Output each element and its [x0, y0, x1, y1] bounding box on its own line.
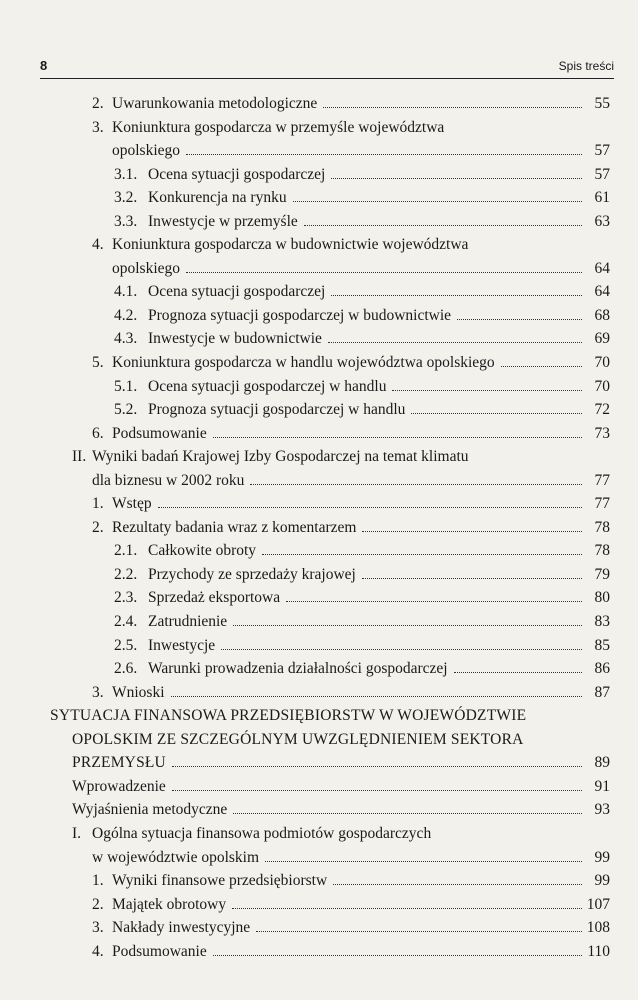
page-number: 8 [40, 58, 48, 73]
toc-dot-leader [293, 201, 582, 202]
toc-dot-leader [304, 225, 582, 226]
toc-entry-title: Całkowite obroty [148, 542, 257, 560]
toc-entry-page: 57 [594, 142, 610, 160]
toc-entry-title: Warunki prowadzenia działalności gospodarczej [148, 660, 448, 678]
toc-entry-title: Rezultaty badania wraz z komentarzem [112, 518, 357, 536]
toc-entry-page: 110 [587, 942, 610, 960]
toc-entry-page: 64 [594, 283, 610, 301]
toc-dot-leader [362, 578, 582, 579]
toc-entry-title: Zatrudnienie [148, 613, 228, 631]
toc-entry-page: 55 [594, 95, 610, 112]
toc-entry-title: PRZEMYSŁU [72, 754, 166, 772]
toc-entry-number: 2.1. [114, 542, 138, 560]
page-header [40, 56, 614, 79]
toc-entry [0, 869, 638, 893]
toc-dot-leader [250, 484, 582, 485]
toc-entry-number: 3. [92, 118, 104, 136]
toc-entry [0, 634, 638, 658]
toc-entry-page: 63 [594, 212, 610, 230]
toc-entry [0, 846, 638, 870]
toc-entry [0, 233, 638, 257]
toc-entry-number: 6. [92, 424, 104, 442]
toc-dot-leader [158, 507, 582, 508]
toc-entry-title: Konkurencja na rynku [148, 189, 287, 207]
toc-entry [0, 751, 638, 775]
toc-entry-page: 70 [594, 377, 610, 395]
toc-entry [0, 398, 638, 422]
toc-dot-leader [328, 342, 582, 343]
toc-dot-leader [392, 390, 582, 391]
toc-entry-title: Wnioski [112, 683, 165, 701]
toc-entry-title: Koniunktura gospodarcza w handlu województwa opolskiego [112, 354, 495, 372]
toc-dot-leader [454, 672, 582, 673]
toc-entry-number: 4.1. [114, 283, 138, 301]
toc-entry-number: II. [72, 448, 87, 466]
toc-dot-leader [265, 861, 582, 862]
toc-dot-leader [233, 813, 582, 814]
toc-entry [0, 916, 638, 940]
toc-dot-leader [171, 696, 582, 697]
toc-entry [0, 422, 638, 446]
toc-entry-number: 3.3. [114, 212, 138, 230]
toc-entry-page: 91 [594, 777, 610, 795]
toc-entry [0, 516, 638, 540]
toc-entry [0, 610, 638, 634]
toc-entry [0, 681, 638, 705]
toc-entry-number: 2. [92, 895, 104, 913]
toc-entry [0, 257, 638, 281]
toc-entry-number: 3. [92, 683, 104, 701]
toc-entry-page: 78 [594, 542, 610, 560]
toc-entry-number: 5. [92, 354, 104, 372]
toc-entry-title: Majątek obrotowy [112, 895, 227, 913]
toc-entry [0, 728, 638, 752]
toc-entry-page: 77 [594, 471, 610, 489]
toc-entry-page: 73 [594, 424, 610, 442]
toc-entry [0, 940, 638, 964]
toc-dot-leader [213, 437, 582, 438]
toc-entry-title: Wyniki finansowe przedsiębiorstw [112, 872, 328, 890]
toc-entry-page: 80 [594, 589, 610, 607]
toc-entry-number: 4.3. [114, 330, 138, 348]
toc-entry [0, 539, 638, 563]
toc-entry-title: Podsumowanie [112, 942, 207, 960]
toc-entry-title: SYTUACJA FINANSOWA PRZEDSIĘBIORSTW W WOJEWÓDZTWIE [50, 707, 527, 725]
toc-entry-page: 64 [594, 259, 610, 277]
toc-entry [0, 586, 638, 610]
toc-entry-number: 2. [92, 95, 104, 112]
toc-entry-page: 72 [594, 401, 610, 419]
toc-entry [0, 163, 638, 187]
toc-entry-title: Wprowadzenie [72, 777, 166, 795]
toc-entry-page: 78 [594, 518, 610, 536]
toc-entry-title: Podsumowanie [112, 424, 207, 442]
toc-entry [0, 563, 638, 587]
toc-entry-page: 99 [594, 872, 610, 890]
toc-entry-title: Uwarunkowania metodologiczne [112, 95, 318, 112]
toc-entry-title: Inwestycje w budownictwie [148, 330, 322, 348]
toc-dot-leader [331, 295, 582, 296]
toc-entry-page: 85 [594, 636, 610, 654]
toc-entry-title: Koniunktura gospodarcza w przemyśle województwa [112, 118, 445, 136]
toc-entry-page: 89 [594, 754, 610, 772]
toc-entry-title: w województwie opolskim [92, 848, 260, 866]
toc-entry-number: I. [72, 824, 82, 842]
toc-dot-leader [186, 272, 582, 273]
toc-entry-title: Ocena sytuacji gospodarczej [148, 165, 326, 183]
toc-dot-leader [501, 366, 582, 367]
toc-entry [0, 351, 638, 375]
toc-dot-leader [172, 790, 582, 791]
toc-entry-page: 99 [594, 848, 610, 866]
toc-dot-leader [362, 531, 582, 532]
toc-entry-number: 3.2. [114, 189, 138, 207]
toc-entry-title: Ocena sytuacji gospodarczej w handlu [148, 377, 387, 395]
toc-entry-title: Prognoza sytuacji gospodarczej w handlu [148, 401, 406, 419]
toc-dot-leader [233, 625, 582, 626]
toc-entry-title: opolskiego [112, 259, 181, 277]
toc-dot-leader [331, 178, 582, 179]
toc-entry-page: 68 [594, 306, 610, 324]
toc-dot-leader [186, 154, 582, 155]
toc-entry [0, 327, 638, 351]
toc-dot-leader [172, 766, 582, 767]
toc-entry-number: 1. [92, 872, 104, 890]
toc-entry [0, 704, 638, 728]
toc-entry [0, 798, 638, 822]
toc-entry-number: 4.2. [114, 306, 138, 324]
toc-entry-number: 2. [92, 518, 104, 536]
toc-dot-leader [221, 649, 582, 650]
toc-entry-number: 2.4. [114, 613, 138, 631]
toc-entry-number: 2.3. [114, 589, 138, 607]
toc-entry [0, 469, 638, 493]
toc-entry-page: 79 [594, 565, 610, 583]
toc-entry-title: Inwestycje [148, 636, 216, 654]
toc-dot-leader [256, 931, 582, 932]
toc-entry [0, 445, 638, 469]
toc-dot-leader [286, 601, 582, 602]
toc-entry-page: 83 [594, 613, 610, 631]
toc-entry [0, 304, 638, 328]
toc-entry-title: Koniunktura gospodarcza w budownictwie województwa [112, 236, 469, 254]
toc-entry-page: 69 [594, 330, 610, 348]
toc-entry-title: Wstęp [112, 495, 152, 513]
toc-entry-number: 3.1. [114, 165, 138, 183]
running-title: Spis treści [558, 59, 614, 73]
toc-entry-number: 2.2. [114, 565, 138, 583]
toc-entry-number: 5.1. [114, 377, 138, 395]
toc-entry-title: Ogólna sytuacja finansowa podmiotów gospodarczych [92, 824, 432, 842]
toc-entry-page: 107 [586, 895, 610, 913]
toc-entry [0, 657, 638, 681]
toc-entry-number: 4. [92, 236, 104, 254]
toc-entry [0, 139, 638, 163]
toc-entry [0, 375, 638, 399]
toc-entry [0, 775, 638, 799]
toc-entry-title: Przychody ze sprzedaży krajowej [148, 565, 356, 583]
toc-entry-page: 70 [594, 354, 610, 372]
toc-entry-title: Prognoza sytuacji gospodarczej w budownictwie [148, 306, 452, 324]
table-of-contents [0, 92, 638, 963]
toc-dot-leader [232, 908, 582, 909]
toc-entry [0, 280, 638, 304]
toc-entry-number: 4. [92, 942, 104, 960]
toc-entry-number: 2.6. [114, 660, 138, 678]
toc-entry-title: Sprzedaż eksportowa [148, 589, 281, 607]
toc-entry [0, 822, 638, 846]
toc-entry-title: dla biznesu w 2002 roku [92, 471, 245, 489]
toc-entry [0, 116, 638, 140]
toc-entry [0, 186, 638, 210]
toc-entry-page: 77 [594, 495, 610, 513]
toc-entry-number: 3. [92, 919, 104, 937]
toc-entry [0, 210, 638, 234]
toc-entry-number: 5.2. [114, 401, 138, 419]
toc-entry-page: 61 [594, 189, 610, 207]
toc-entry [0, 92, 638, 116]
toc-dot-leader [213, 955, 582, 956]
toc-dot-leader [262, 554, 582, 555]
toc-entry [0, 893, 638, 917]
toc-entry-page: 108 [586, 919, 610, 937]
toc-dot-leader [333, 884, 582, 885]
toc-entry-title: Wyniki badań Krajowej Izby Gospodarczej na temat klimatu [92, 448, 469, 466]
toc-entry-page: 86 [594, 660, 610, 678]
toc-entry-title: opolskiego [112, 142, 181, 160]
toc-entry-number: 2.5. [114, 636, 138, 654]
toc-entry-number: 1. [92, 495, 104, 513]
toc-entry-page: 87 [594, 683, 610, 701]
toc-entry-page: 93 [594, 801, 610, 819]
toc-dot-leader [457, 319, 582, 320]
toc-entry-title: Inwestycje w przemyśle [148, 212, 298, 230]
toc-dot-leader [411, 413, 582, 414]
toc-entry-page: 57 [594, 165, 610, 183]
toc-entry [0, 492, 638, 516]
toc-dot-leader [323, 107, 582, 108]
toc-entry-title: Nakłady inwestycyjne [112, 919, 251, 937]
toc-entry-title: Wyjaśnienia metodyczne [72, 801, 228, 819]
toc-entry-title: Ocena sytuacji gospodarczej [148, 283, 326, 301]
toc-entry-title: OPOLSKIM ZE SZCZEGÓLNYM UWZGLĘDNIENIEM SEKTORA [72, 730, 524, 748]
